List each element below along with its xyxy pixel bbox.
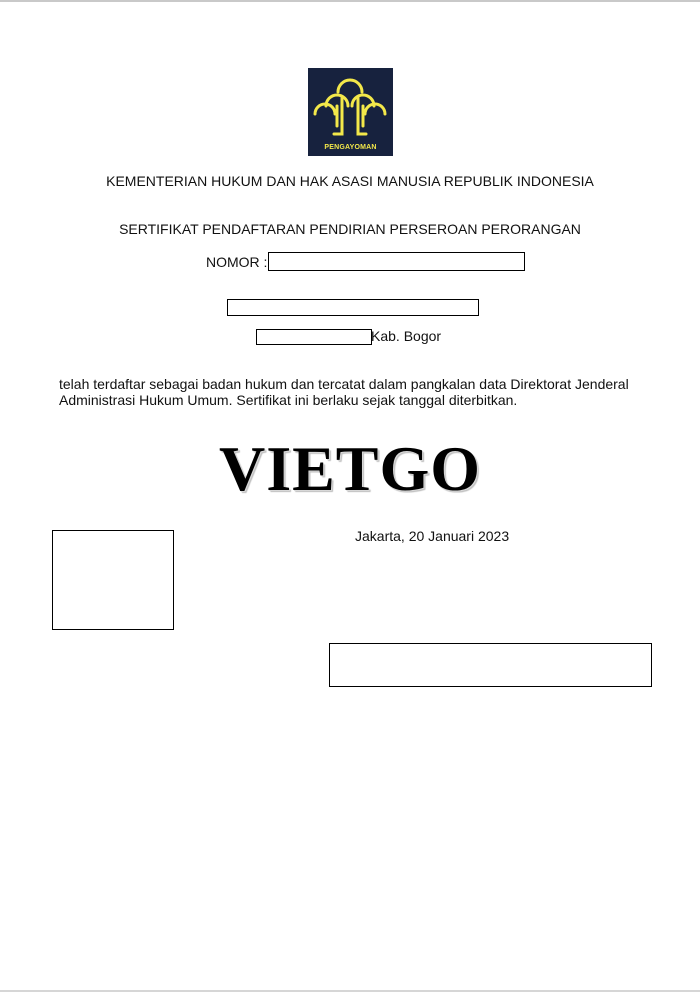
tree-emblem-icon bbox=[308, 68, 393, 156]
vietgo-watermark: VIETGO bbox=[218, 433, 482, 504]
redacted-company-name bbox=[227, 299, 479, 316]
certificate-title: SERTIFIKAT PENDAFTARAN PENDIRIAN PERSEROAN PERORANGAN bbox=[119, 221, 581, 237]
redacted-number bbox=[268, 252, 525, 271]
top-border bbox=[0, 0, 700, 2]
redacted-signature-block bbox=[329, 643, 652, 687]
redacted-address bbox=[256, 329, 372, 345]
ministry-name: KEMENTERIAN HUKUM DAN HAK ASASI MANUSIA REPUBLIK INDONESIA bbox=[106, 173, 594, 189]
number-label: NOMOR : bbox=[206, 254, 268, 270]
pengayoman-logo bbox=[308, 68, 393, 156]
regency-text: Kab. Bogor bbox=[371, 328, 442, 344]
issue-place-date: Jakarta, 20 Januari 2023 bbox=[355, 528, 510, 544]
registration-statement: telah terdaftar sebagai badan hukum dan tercatat dalam pangkalan data Direktorat Jenderal Administrasi Hukum Umum. Sertifikat ini berlaku sejak tanggal diterbitkan. bbox=[59, 376, 629, 408]
logo-caption: PENGAYOMAN bbox=[324, 144, 377, 151]
qr-code-placeholder bbox=[52, 530, 174, 630]
